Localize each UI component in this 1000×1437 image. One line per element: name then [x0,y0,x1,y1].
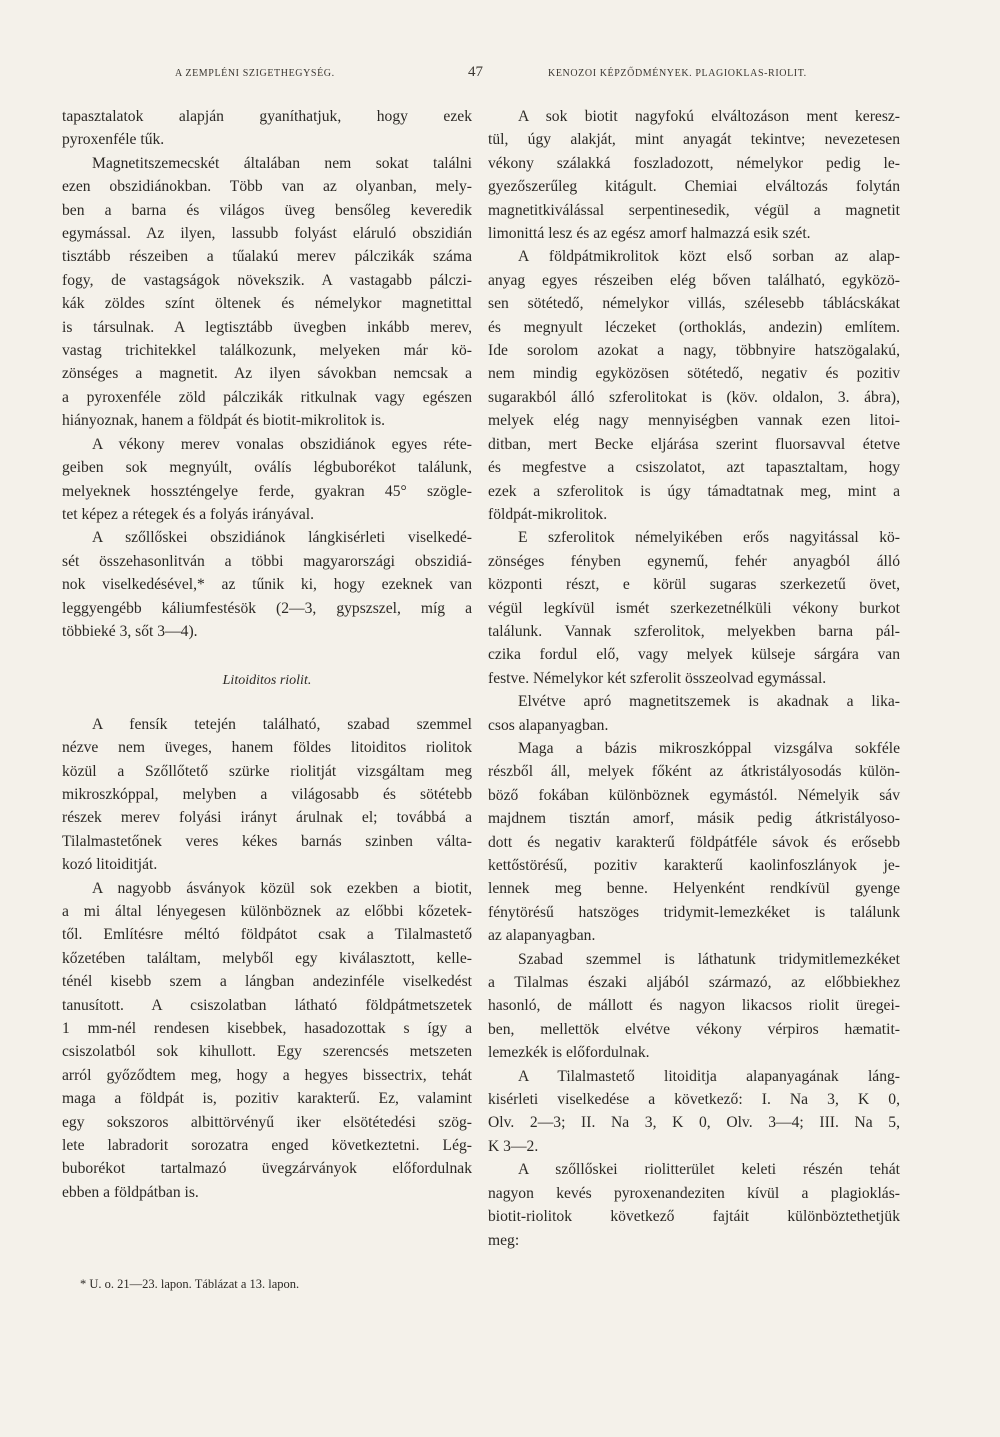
running-head-left: A ZEMPLÉNI SZIGETHEGYSÉG. [175,68,335,79]
text-line: A szőllőskei obszidiánok lángkisérleti viselkedé- [92,529,472,547]
text-line: a Tilalmas északi aljából származó, az előbbiekhez [488,974,900,992]
text-line: től. Említésre méltó földpátot csak a Tilalmastető [62,926,472,944]
text-line: anyag egyes részeiben elég bőven található, egyközö- [488,271,900,289]
page-number: 47 [468,64,483,80]
text-line: tül, úgy alakját, mint anyagát tekintve; nevezetesen [488,131,900,149]
left-column [62,105,472,1204]
text-line: melyek elég nagy mennyiségben vannak ezen litoi- [488,412,900,430]
text-line: egymással. Az ilyen, lassubb folyást eláruló obszidián [62,225,472,243]
text-line: csiszolatból sok kihullott. Egy szerencsés metszeten [62,1043,472,1061]
text-line: sét összehasonlitván a többi magyarországi obszidiá- [62,552,472,570]
text-line: leggyengébb káliumfestésök (2—3, gypszszel, míg a [62,599,472,617]
footnote: * U. o. 21—23. lapon. Táblázat a 13. lapon. [80,1277,300,1291]
text-line: közül a Szőllőtető szürke riolitját vizsgáltam meg [62,762,472,780]
text-line: is társulnak. A legtisztább üvegben inkább merev, [62,318,472,336]
text-line: 1 mm-nél rendesen kisebbek, hasadozottak s így a [62,1020,472,1038]
text-line: kőzetében találtam, melyből egy kiválasztott, kelle- [62,949,472,967]
text-line: a pyroxenféle zöld pálczikák ritkulnak vagy egészen [62,388,472,406]
text-line: magnetitkiválással serpentinesedik, végül a magnetit [488,201,900,219]
text-line: A nagyobb ásványok közül sok ezekben a biotit, [92,879,472,897]
text-line: A sok biotit nagyfokú elváltozáson ment keresz- [518,108,900,125]
text-line: limonittá lesz és az egész amorf halmazzá esik szét. [488,225,811,243]
text-line: sen sötétedő, némelykor villás, szélesebb táblácskákat [488,295,900,313]
text-line: zönséges a magnetit. Az ilyen sávokban nemcsak a [62,365,472,383]
text-line: lemezkék is előfordulnak. [488,1044,650,1062]
text-line: tapasztalatok alapján gyaníthatjuk, hogy ezek [62,108,472,125]
text-line: czika fordul elő, vagy melyek külseje sárgára van [488,646,900,664]
text-line: találunk. Vannak szferolitok, melyekben barna pál- [488,622,900,640]
paragraph [488,1065,900,1159]
text-line: A szőllőskei riolitterület keleti részén tehát [518,1161,900,1179]
text-line: nézve nem üveges, hanem földes litoiditos riolitok [62,739,472,757]
text-line: központi részt, e körül sugaras szerkezetű övet, [488,576,900,594]
paragraph [62,105,472,152]
text-line: lennek meg benne. Helyenként rendkívül gyenge [488,880,900,898]
text-line: A földpátmikrolitok közt első sorban az alap- [518,248,900,266]
text-line: és megnyult léczeket (orthoklás, andezin) említem. [488,318,900,336]
text-line: vékony szálakká foszladozott, némelykor pedig le- [488,154,900,172]
paragraph [62,713,472,877]
text-line: Elvétve apró magnetitszemek is akadnak a lika- [518,693,900,711]
text-line: Olv. 2—3; II. Na 3, K 0, Olv. 3—4; III. Na 5, [488,1114,900,1132]
text-line: kisérleti viselkedése a következő: I. Na 3, K 0, [488,1091,900,1109]
text-line: A fensík tetején található, szabad szemmel [92,715,472,733]
text-line: kettőstörésű, pozitiv karakterű kaolinfoszlányok je- [488,857,900,874]
text-line: a mi által lényegesen különböznek az előbbi kőzetek- [62,903,472,920]
text-line: ben a barna és világos üveg bensőleg keveredik [62,201,472,219]
section-title: Litoiditos riolit. [222,673,312,689]
text-line: nok viselkedésével,* az tűnik ki, hogy ezeknek van [62,576,472,594]
text-line: fénytörésű hatszöges tridymit-lemezkéket is találunk [488,903,900,921]
paragraph [488,737,900,948]
text-line: tanusított. A csiszolatban látható földpátmetszetek [62,996,472,1014]
text-line: Ide sorolom azokat a nagy, többnyire hatszögalakú, [488,342,900,360]
text-line: meg: [488,1231,520,1249]
paragraph [62,433,472,527]
text-line: A Tilalmastető litoiditja alapanyagának láng- [518,1067,900,1085]
paragraph [488,526,900,690]
text-line: kozó litoiditját. [62,856,158,874]
text-line: részből áll, melyek főként az átkristályosodás külön- [488,763,900,781]
text-line: böző fokában különböznek egymástól. Némelyik sáv [488,786,900,804]
text-line: arról győződtem meg, hogy a hegyes bissectrix, tehát [62,1066,472,1084]
text-line: biotit-riolitok következő fajtáit különböztethetjük [488,1208,900,1226]
text-line: ezen obszidiánokban. Több van az olyanban, mely- [62,178,472,196]
text-line: egy sokszoros albittörvényű iker elsötétedési szög- [62,1113,472,1131]
text-line: hiányoznak, hanem a földpát és biotit-mikrolitok is. [62,412,386,430]
paragraph [488,690,900,737]
text-line: buborékot tartalmazó üvegzárványok előfordulnak [62,1160,472,1178]
text-line: földpát-mikrolitok. [488,505,608,523]
text-line: és megfestve a csiszolatot, azt tapasztaltam, hogy [488,459,900,477]
paragraph [62,877,472,1205]
text-line: mikroszkóppal, melyben a világosabb és sötétebb [62,785,472,803]
text-line: Tilalmastetőnek veres kékes barnás szinben válta- [62,832,472,850]
text-line: zönséges fényben egynemű, fehér anyagból álló [488,552,900,570]
text-line: többieké 3, sőt 3—4). [62,622,198,640]
text-line: geiben sok megnyúlt, oválís légbuborékot találunk, [62,459,472,477]
text-line: fogy, de vastagságok növekszik. A vastagabb pálczi- [62,271,472,289]
paragraph [62,152,472,433]
text-line: csos alapanyagban. [488,716,609,734]
text-line: A vékony merev vonalas obszidiánok egyes réte- [92,435,472,453]
text-line: nagyon kevés pyroxenandeziten kívül a plagioklás- [488,1184,900,1202]
text-line: Magnetitszemecskét általában nem sokat találni [92,154,472,172]
running-head-right: KENOZOI KÉPZŐDMÉNYEK. PLAGIOKLAS-RIOLIT. [548,68,807,79]
text-line: részek merev folyási irányt árulnak el; továbbá a [62,809,472,827]
text-line: E szferolitok némelyikében erős nagyitással kö- [518,529,900,547]
paragraph [488,245,900,526]
text-line: majdnem tisztán amorf, másik pedig átkristályoso- [488,810,900,828]
text-line: festve. Némelykor két szferolit összeolvad egymással. [488,669,827,687]
text-line: kák zöldes színt öltenek és némelykor magnetittal [62,295,472,313]
text-line: vastag trichitekkel találkozunk, melyeken már kö- [62,342,472,360]
text-line: melyeknek hosszténgelye ferde, gyakran 45° szögle- [62,482,472,500]
right-column [488,105,900,1252]
text-line: dott és negativ karakterű földpátféle sávok és erősebb [488,833,900,851]
text-line: K 3—2. [488,1137,539,1155]
text-line: ezek a szferolitok is úgy támadtatnak meg, mint a [488,482,900,500]
text-line: nem mindig egyközösen sötétedő, negativ és pozitiv [488,365,900,383]
text-line: Szabad szemmel is láthatunk tridymitlemezkéket [518,950,900,968]
text-line: ben, mellettök elvétve vékony vérpiros hæmatit- [488,1020,900,1038]
text-line: ténél kisebb szem a lángban andezinféle viselkedést [62,973,472,991]
paragraph [488,105,900,245]
text-line: ebben a földpátban is. [62,1183,199,1201]
text-line: tet képez a rétegek és a folyás irányával. [62,505,314,523]
text-line: gyezőszerűleg kitágult. Chemiai elváltozás folytán [488,178,900,196]
text-line: maga a földpát is, pozitiv karakterű. Ez, valamint [62,1090,472,1108]
text-line: sugarakból álló szferolitokat is (köv. oldalon, 3. ábra), [488,388,900,406]
paragraph [488,1158,900,1252]
text-line: lete labradorit sorozatra enged következtetni. Lég- [62,1137,472,1155]
text-line: az alapanyagban. [488,927,596,945]
text-line: hasonló, de mállott és nagyon likacsos riolit üregei- [488,997,900,1015]
text-line: végül legkívül ismét szerkezetnélküli vékony burkot [488,599,900,617]
text-line: pyroxenféle tűk. [62,131,165,149]
text-line: ditban, mert Becke eljárása szerint fluorsavval étetve [488,435,900,453]
text-line: Maga a bázis mikroszkóppal vizsgálva sokféle [518,739,900,757]
paragraph [488,948,900,1065]
paragraph [62,526,472,643]
text-line: tisztább részeiben a tűalakú merev pálczikák száma [62,248,472,266]
